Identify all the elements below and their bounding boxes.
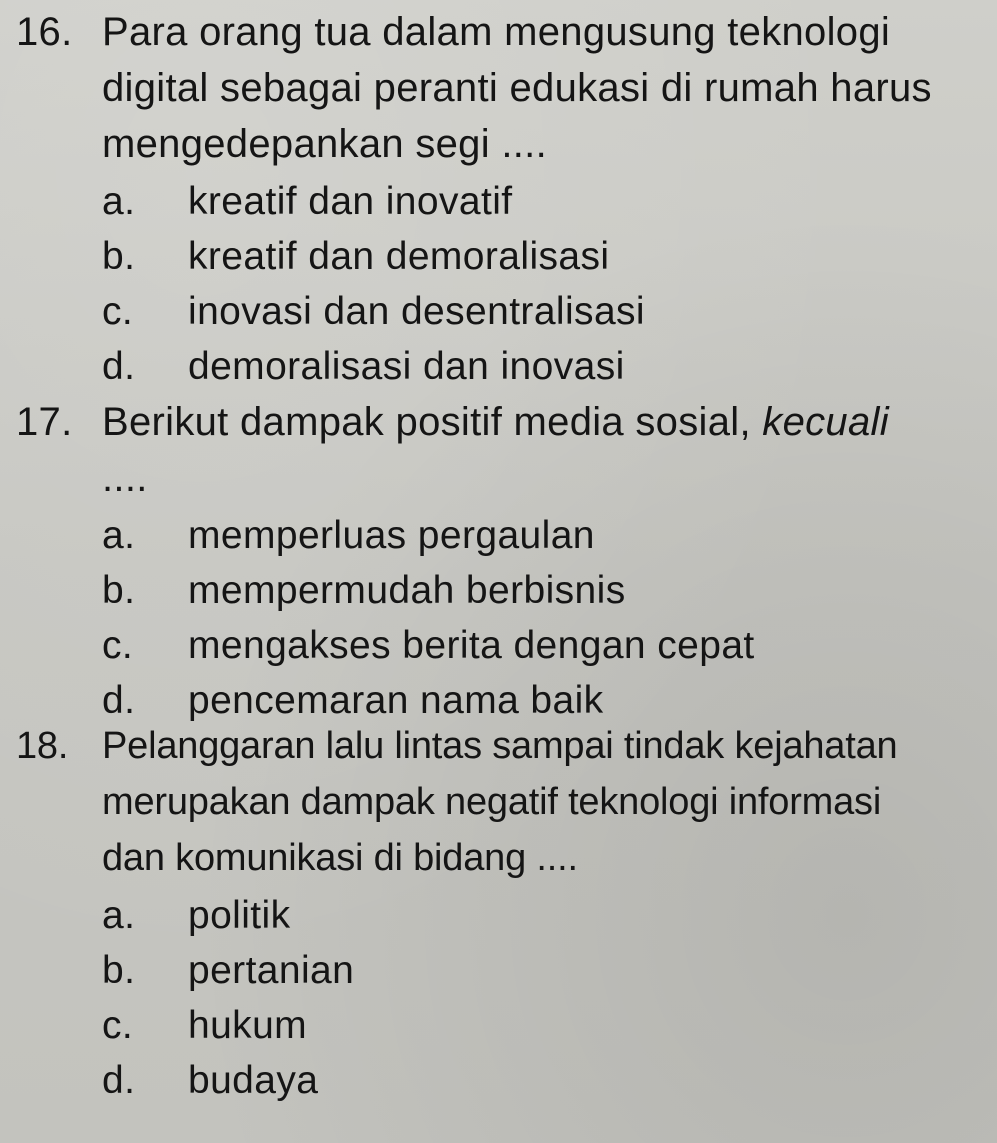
option-letter: b. — [102, 569, 136, 612]
option-letter: c. — [102, 1004, 134, 1047]
option-text: budaya — [188, 1059, 319, 1102]
option-a[interactable] — [102, 174, 991, 229]
option-text: mempermudah berbisnis — [188, 569, 626, 612]
question-18 — [16, 718, 991, 1108]
question-stem — [16, 4, 991, 172]
question-number: 17. — [16, 400, 73, 444]
option-letter: a. — [102, 180, 136, 223]
option-text: kreatif dan demoralisasi — [188, 235, 610, 278]
option-c[interactable] — [102, 998, 991, 1053]
question-text: Para orang tua dalam mengusung teknologi digital sebagai peranti edukasi di rumah harus mengedepankan segi .... — [102, 10, 932, 166]
options-list — [16, 508, 991, 728]
question-16 — [16, 4, 991, 394]
options-list — [16, 888, 991, 1108]
option-letter: d. — [102, 345, 136, 388]
option-text: demoralisasi dan inovasi — [188, 345, 625, 388]
question-emphasis: kecuali — [762, 400, 889, 444]
option-a[interactable] — [102, 508, 991, 563]
option-letter: d. — [102, 679, 136, 722]
option-letter: a. — [102, 894, 136, 937]
option-text: pertanian — [188, 949, 355, 992]
question-text-main: Berikut dampak positif media sosial, — [102, 400, 763, 444]
option-letter: b. — [102, 949, 136, 992]
option-letter: d. — [102, 1059, 136, 1102]
question-number: 18. — [16, 725, 69, 767]
option-letter: c. — [102, 624, 134, 667]
question-stem — [16, 718, 991, 886]
option-letter: c. — [102, 290, 134, 333]
question-number: 16. — [16, 10, 73, 54]
option-letter: a. — [102, 514, 136, 557]
options-list — [16, 174, 991, 394]
option-b[interactable] — [102, 229, 991, 284]
option-text: mengakses berita dengan cepat — [188, 624, 755, 667]
option-b[interactable] — [102, 563, 991, 618]
option-c[interactable] — [102, 284, 991, 339]
option-d[interactable] — [102, 339, 991, 394]
option-d[interactable] — [102, 1053, 991, 1108]
option-c[interactable] — [102, 618, 991, 673]
option-text: pencemaran nama baik — [188, 679, 604, 722]
option-text: hukum — [188, 1004, 308, 1047]
question-text: Pelanggaran lalu lintas sampai tindak kejahatan merupakan dampak negatif teknologi informasi dan komunikasi di bidang .... — [102, 725, 898, 879]
question-text — [102, 394, 991, 506]
option-text: kreatif dan inovatif — [188, 180, 513, 223]
option-a[interactable] — [102, 888, 991, 943]
option-letter: b. — [102, 235, 136, 278]
option-text: inovasi dan desentralisasi — [188, 290, 645, 333]
question-stem — [16, 394, 991, 506]
option-text: memperluas pergaulan — [188, 514, 595, 557]
question-17 — [16, 394, 991, 728]
option-text: politik — [188, 894, 291, 937]
option-b[interactable] — [102, 943, 991, 998]
question-text-tail: .... — [102, 456, 148, 500]
